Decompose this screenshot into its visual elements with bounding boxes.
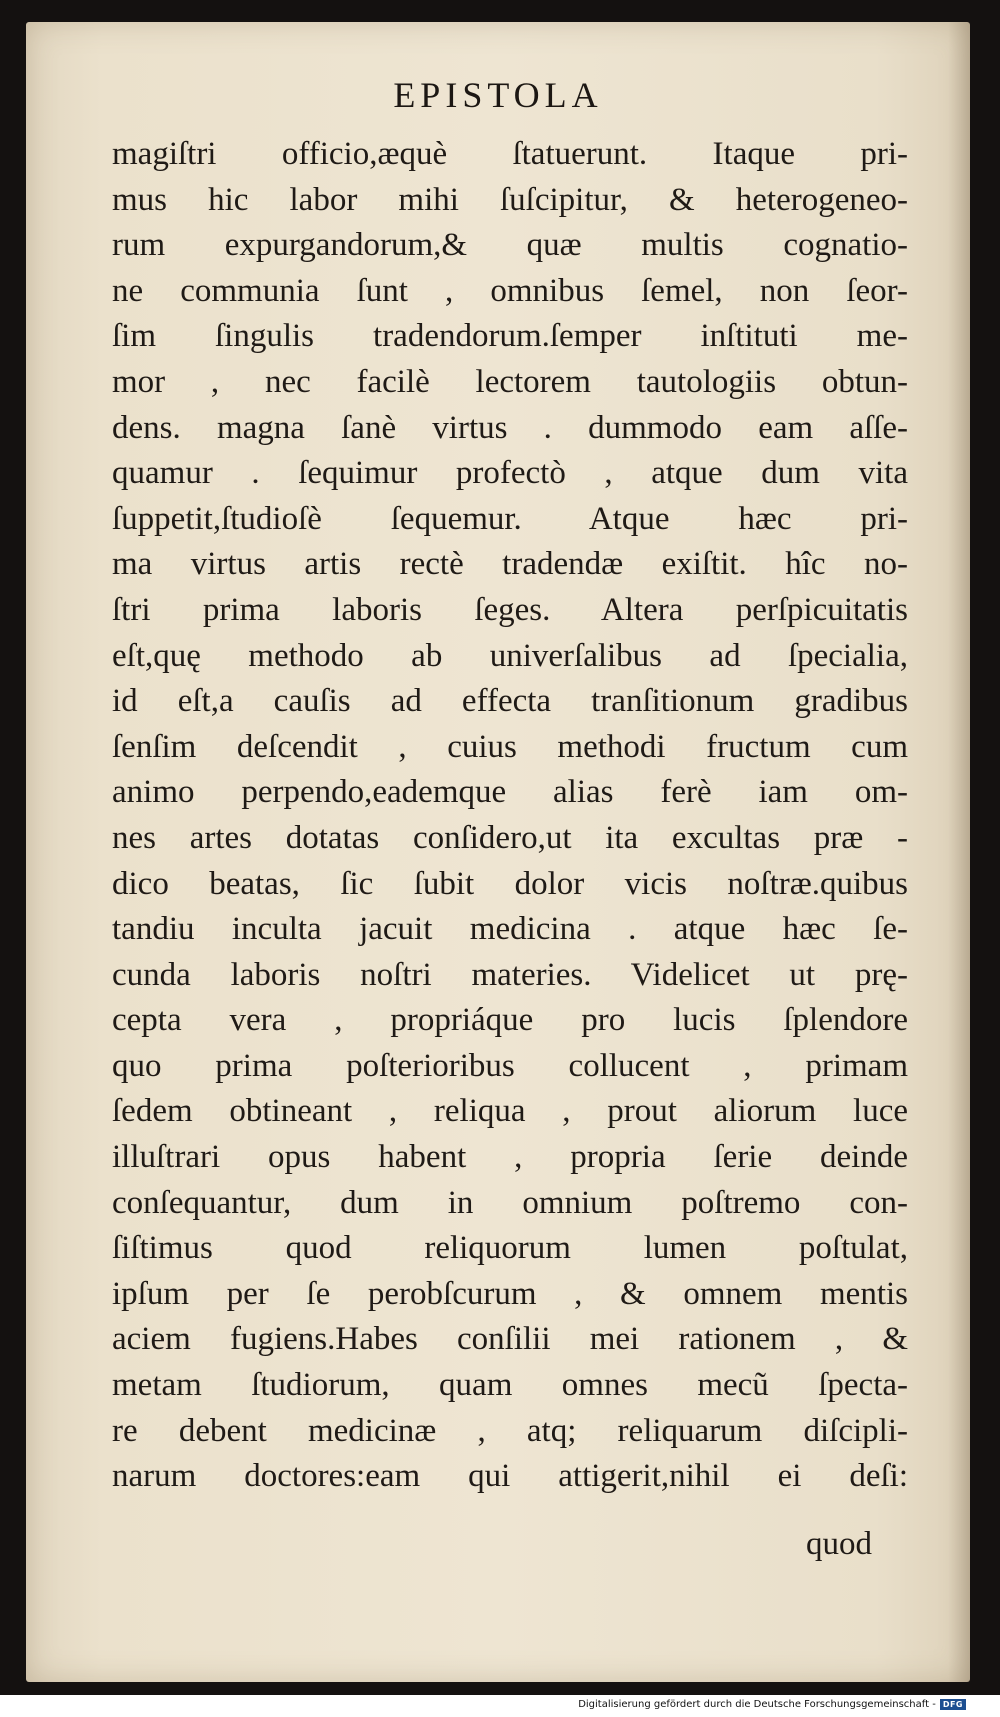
text-line: cepta vera , propriáque pro lucis ſplendore [112,1002,908,1039]
text-line: eſt,quę methodo ab univerſalibus ad ſpecialia, [112,637,908,674]
text-line: ma virtus artis rectè tradendæ exiſtit. hîc no- [112,546,908,583]
text-line: quamur . ſequimur profectò , atque dum vita [112,455,908,492]
text-line: cunda laboris noſtri materies. Videlicet ut prę- [112,956,908,993]
catchword: quod [806,1526,872,1562]
text-line: ipſum per ſe perobſcurum , & omnem mentis [112,1275,908,1312]
text-line: ne communia ſunt , omnibus ſemel, non ſeor- [112,272,908,309]
text-line: aciem fugiens.Habes conſilii mei rationem , & [112,1321,908,1358]
text-line: tandiu inculta jacuit medicina . atque hæc ſe- [112,911,908,948]
book-page [26,22,970,1682]
text-line: ſtri prima laboris ſeges. Altera perſpicuitatis [112,591,908,628]
text-block [112,132,908,1500]
running-head: EPISTOLA [393,75,603,115]
text-line: metam ſtudiorum, quam omnes mecũ ſpecta- [112,1367,908,1404]
text-line: animo perpendo,eademque alias ferè iam om- [112,774,908,811]
text-line: mor , nec facilè lectorem tautologiis obtun- [112,363,908,400]
text-line: dico beatas, ſic ſubit dolor vicis noſtræ.quibus [112,865,908,902]
text-line: ſenſim deſcendit , cuius methodi fructum cum [112,728,908,765]
text-line: ſiſtimus quod reliquorum lumen poſtulat, [112,1230,908,1267]
text-line: re debent medicinæ , atq; reliquarum diſcipli- [112,1412,908,1449]
text-line: nes artes dotatas conſidero,ut ita excultas præ - [112,819,908,856]
dfg-logo: DFG [940,1699,966,1710]
page-edge-shadow [948,22,970,1682]
text-line: narum doctores:eam qui attigerit,nihil ei deſi: [112,1458,908,1495]
text-line: conſequantur, dum in omnium poſtremo con- [112,1184,908,1221]
text-line: ſim ſingulis tradendorum.ſemper inſtituti me- [112,318,908,355]
text-line: dens. magna ſanè virtus . dummodo eam aſſe- [112,409,908,446]
text-line: rum expurgandorum,& quæ multis cognatio- [112,227,908,264]
text-line: magiſtri officio,æquè ſtatuerunt. Itaque pri- [112,136,908,172]
text-line: illuſtrari opus habent , propria ſerie deinde [112,1139,908,1176]
credit-text: Digitalisierung gefördert durch die Deutsche Forschungsgemeinschaft - [578,1699,936,1710]
text-line: id eſt,a cauſis ad effecta tranſitionum gradibus [112,683,908,720]
text-line: ſedem obtineant , reliqua , prout aliorum luce [112,1093,908,1130]
digitization-credit [578,1699,966,1710]
text-line: mus hic labor mihi ſuſcipitur, & heterogeneo- [112,181,908,218]
text-line: quo prima poſterioribus collucent , primam [112,1047,908,1084]
text-line: ſuppetit,ſtudioſè ſequemur. Atque hæc pri- [112,500,908,537]
